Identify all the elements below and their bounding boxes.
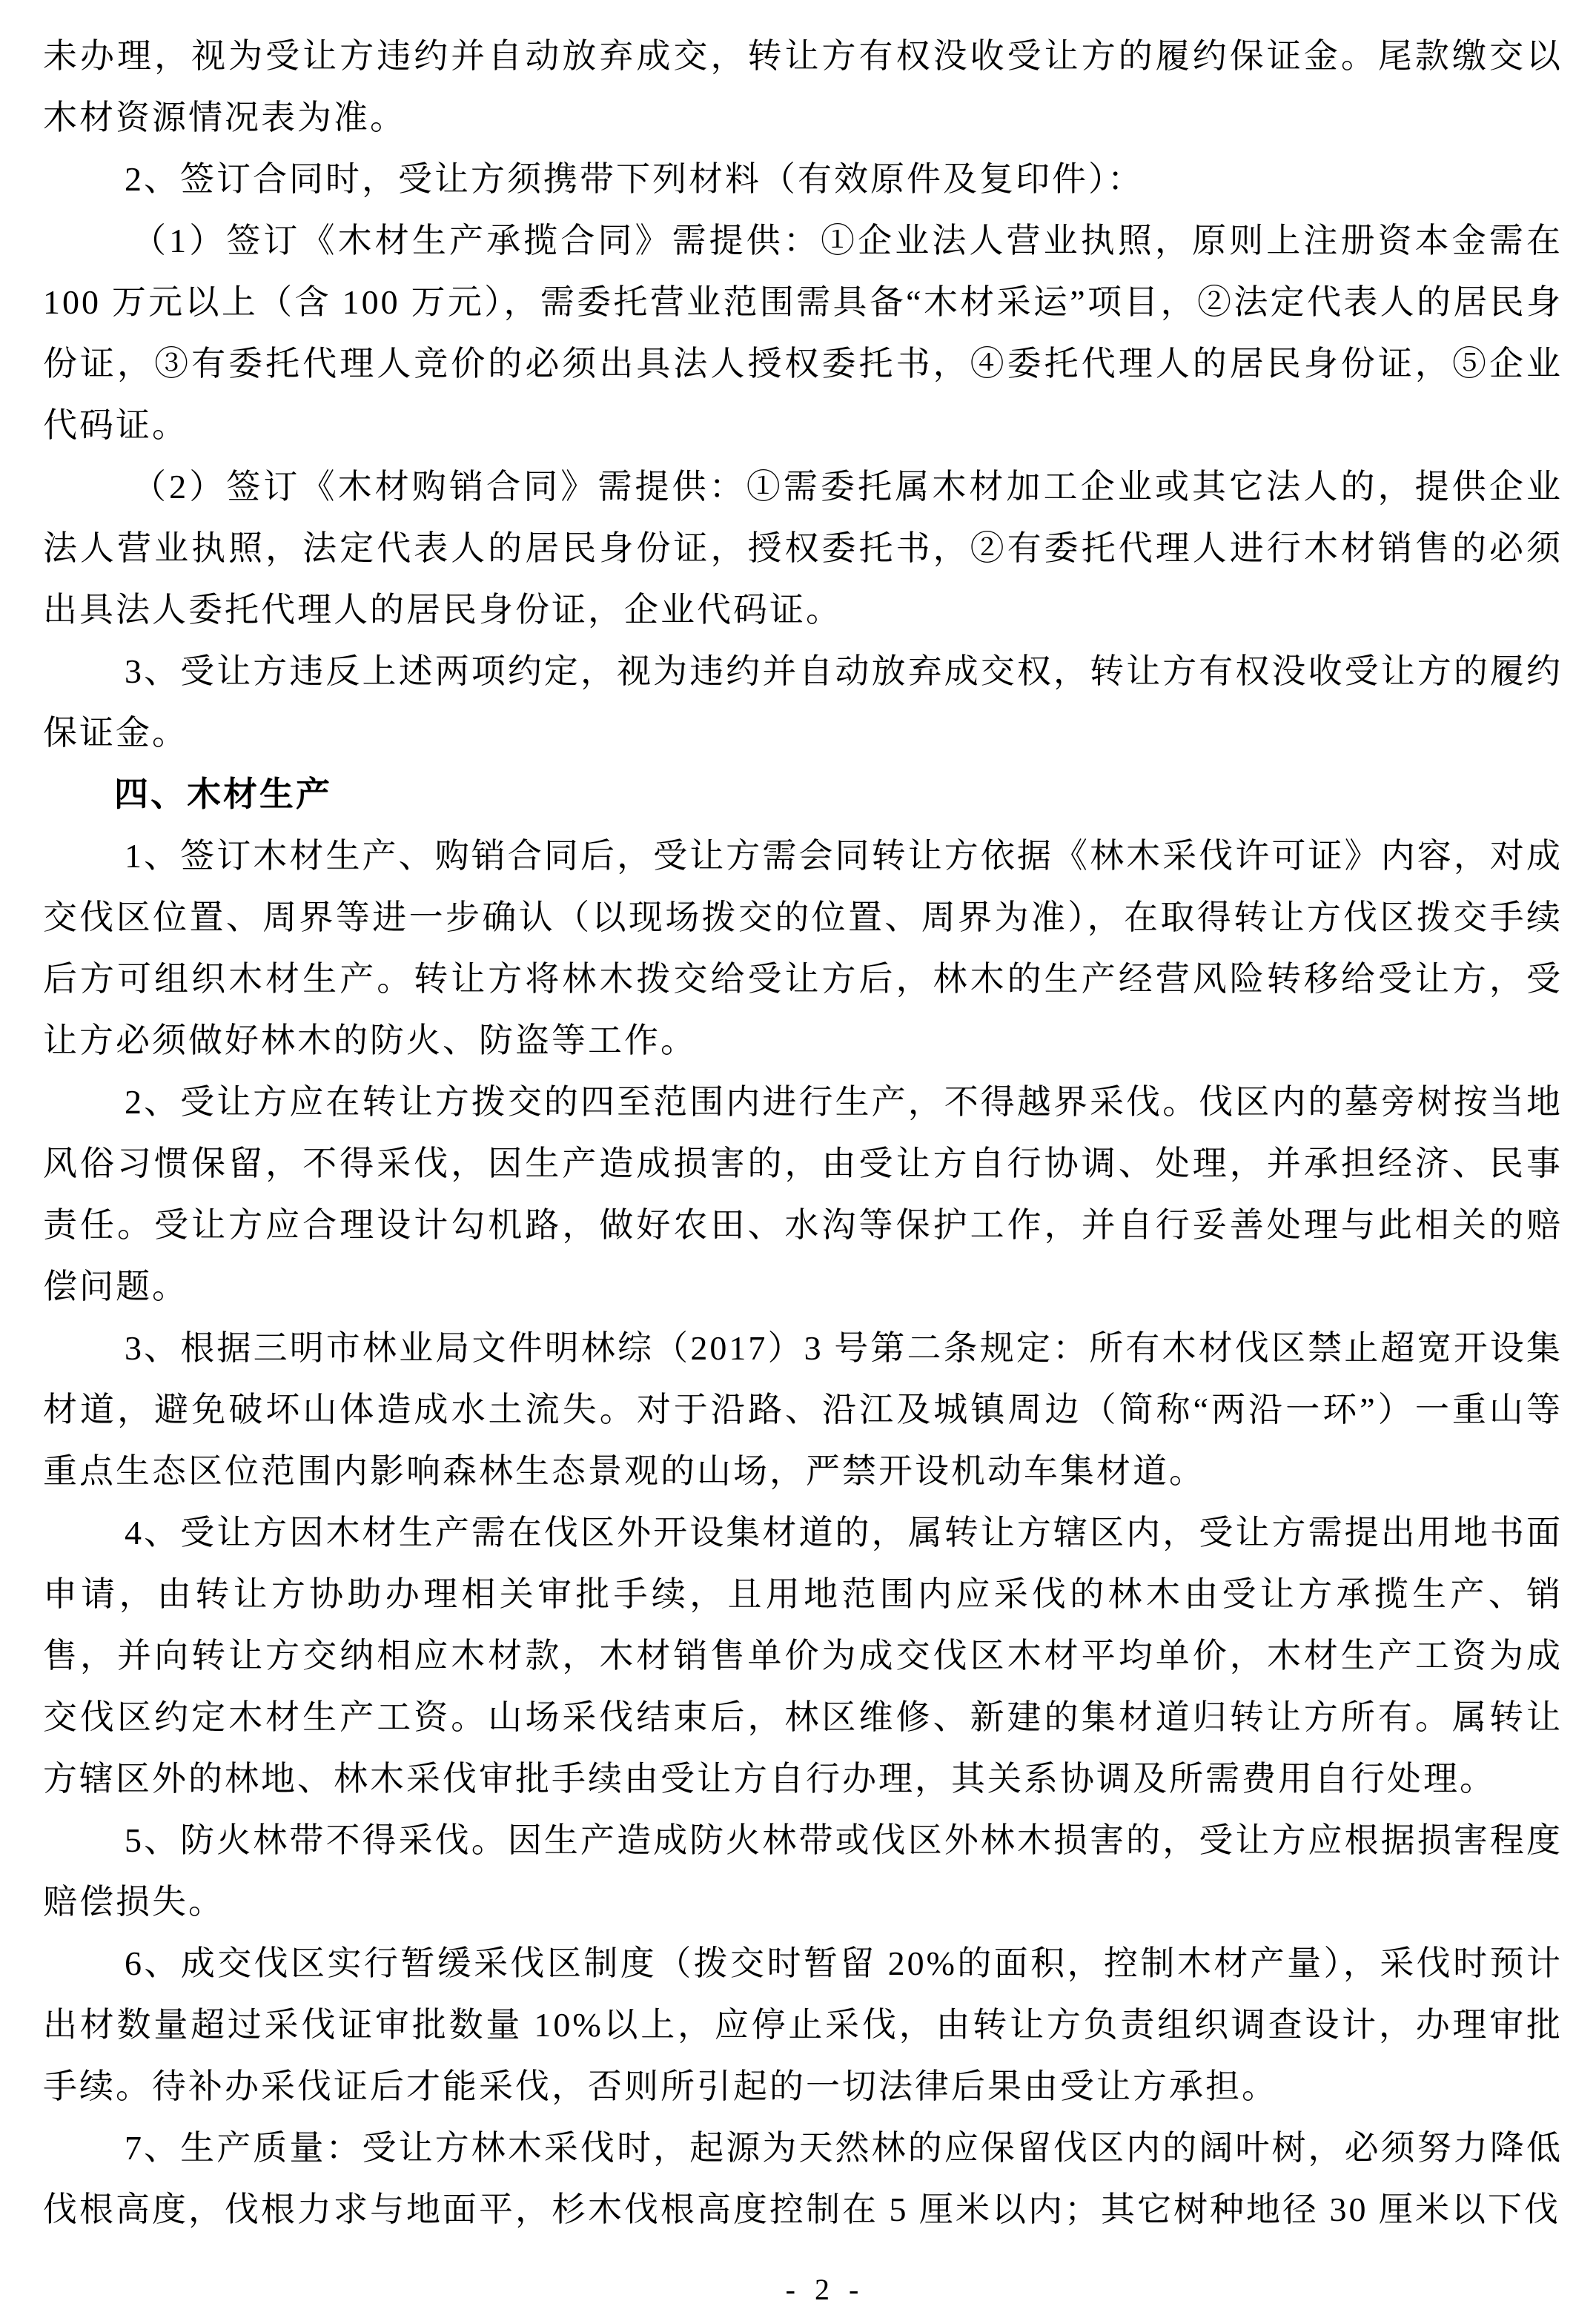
document-body — [43, 25, 1563, 2240]
paragraph: 7、生产质量：受让方林木采伐时，起源为天然林的应保留伐区内的阔叶树，必须努力降低伐根高度，伐根力求与地面平，杉木伐根高度控制在 5 厘米以内；其它树种地径 30 厘米以下伐 — [43, 2129, 1563, 2228]
paragraph: 1、签订木材生产、购销合同后，受让方需会同转让方依据《林木采伐许可证》内容，对成交伐区位置、周界等进一步确认（以现场拨交的位置、周界为准），在取得转让方伐区拨交手续后方可组织木材生产。转让方将林木拨交给受让方后，林木的生产经营风险转移给受让方，受让方必须做好林木的防火、防盗等工作。 — [43, 837, 1563, 1059]
paragraph: 未办理，视为受让方违约并自动放弃成交，转让方有权没收受让方的履约保证金。尾款缴交以木材资源情况表为准。 — [43, 37, 1563, 136]
paragraph: 4、受让方因木材生产需在伐区外开设集材道的，属转让方辖区内，受让方需提出用地书面申请，由转让方协助办理相关审批手续，且用地范围内应采伐的林木由受让方承揽生产、销售，并向转让方交纳相应木材款，木材销售单价为成交伐区木材平均单价，木材生产工资为成交伐区约定木材生产工资。山场采伐结束后，林区维修、新建的集材道归转让方所有。属转让方辖区外的林地、林木采伐审批手续由受让方自行办理，其关系协调及所需费用自行处理。 — [43, 1514, 1563, 1798]
paragraph: 2、受让方应在转让方拨交的四至范围内进行生产，不得越界采伐。伐区内的墓旁树按当地风俗习惯保留，不得采伐，因生产造成损害的，由受让方自行协调、处理，并承担经济、民事责任。受让方应合理设计勾机路，做好农田、水沟等保护工作，并自行妥善处理与此相关的赔偿问题。 — [43, 1083, 1563, 1305]
paragraph: 6、成交伐区实行暂缓采伐区制度（拨交时暂留 20%的面积，控制木材产量），采伐时预计出材数量超过采伐证审批数量 10%以上，应停止采伐，由转让方负责组织调查设计，办理审批手续。待补办采伐证后才能采伐，否则所引起的一切法律后果由受让方承担。 — [43, 1944, 1563, 2105]
paragraph: 3、根据三明市林业局文件明林综（2017）3 号第二条规定：所有木材伐区禁止超宽开设集材道，避免破坏山体造成水土流失。对于沿路、沿江及城镇周边（简称“两沿一环”）一重山等重点生态区位范围内影响森林生态景观的山场，严禁开设机动车集材道。 — [43, 1329, 1563, 1490]
paragraph: 5、防火林带不得采伐。因生产造成防火林带或伐区外林木损害的，受让方应根据损害程度赔偿损失。 — [43, 1821, 1563, 1921]
paragraph: 3、受让方违反上述两项约定，视为违约并自动放弃成交权，转让方有权没收受让方的履约保证金。 — [43, 652, 1563, 752]
paragraph: （1）签订《木材生产承揽合同》需提供：①企业法人营业执照，原则上注册资本金需在 100 万元以上（含 100 万元），需委托营业范围需具备“木材采运”项目，②法定代表人的居民身份证，③有委托代理人竞价的必须出具法人授权委托书，④委托代理人的居民身份证，⑤企业代码证。 — [43, 222, 1563, 444]
page-number: - 2 - — [785, 2273, 865, 2306]
paragraph: 2、签订合同时，受让方须携带下列材料（有效原件及复印件）： — [125, 160, 1144, 198]
section-heading: 四、木材生产 — [114, 775, 332, 813]
paragraph: （2）签订《木材购销合同》需提供：①需委托属木材加工企业或其它法人的，提供企业法人营业执照，法定代表人的居民身份证，授权委托书，②有委托代理人进行木材销售的必须出具法人委托代理人的居民身份证，企业代码证。 — [43, 468, 1563, 629]
